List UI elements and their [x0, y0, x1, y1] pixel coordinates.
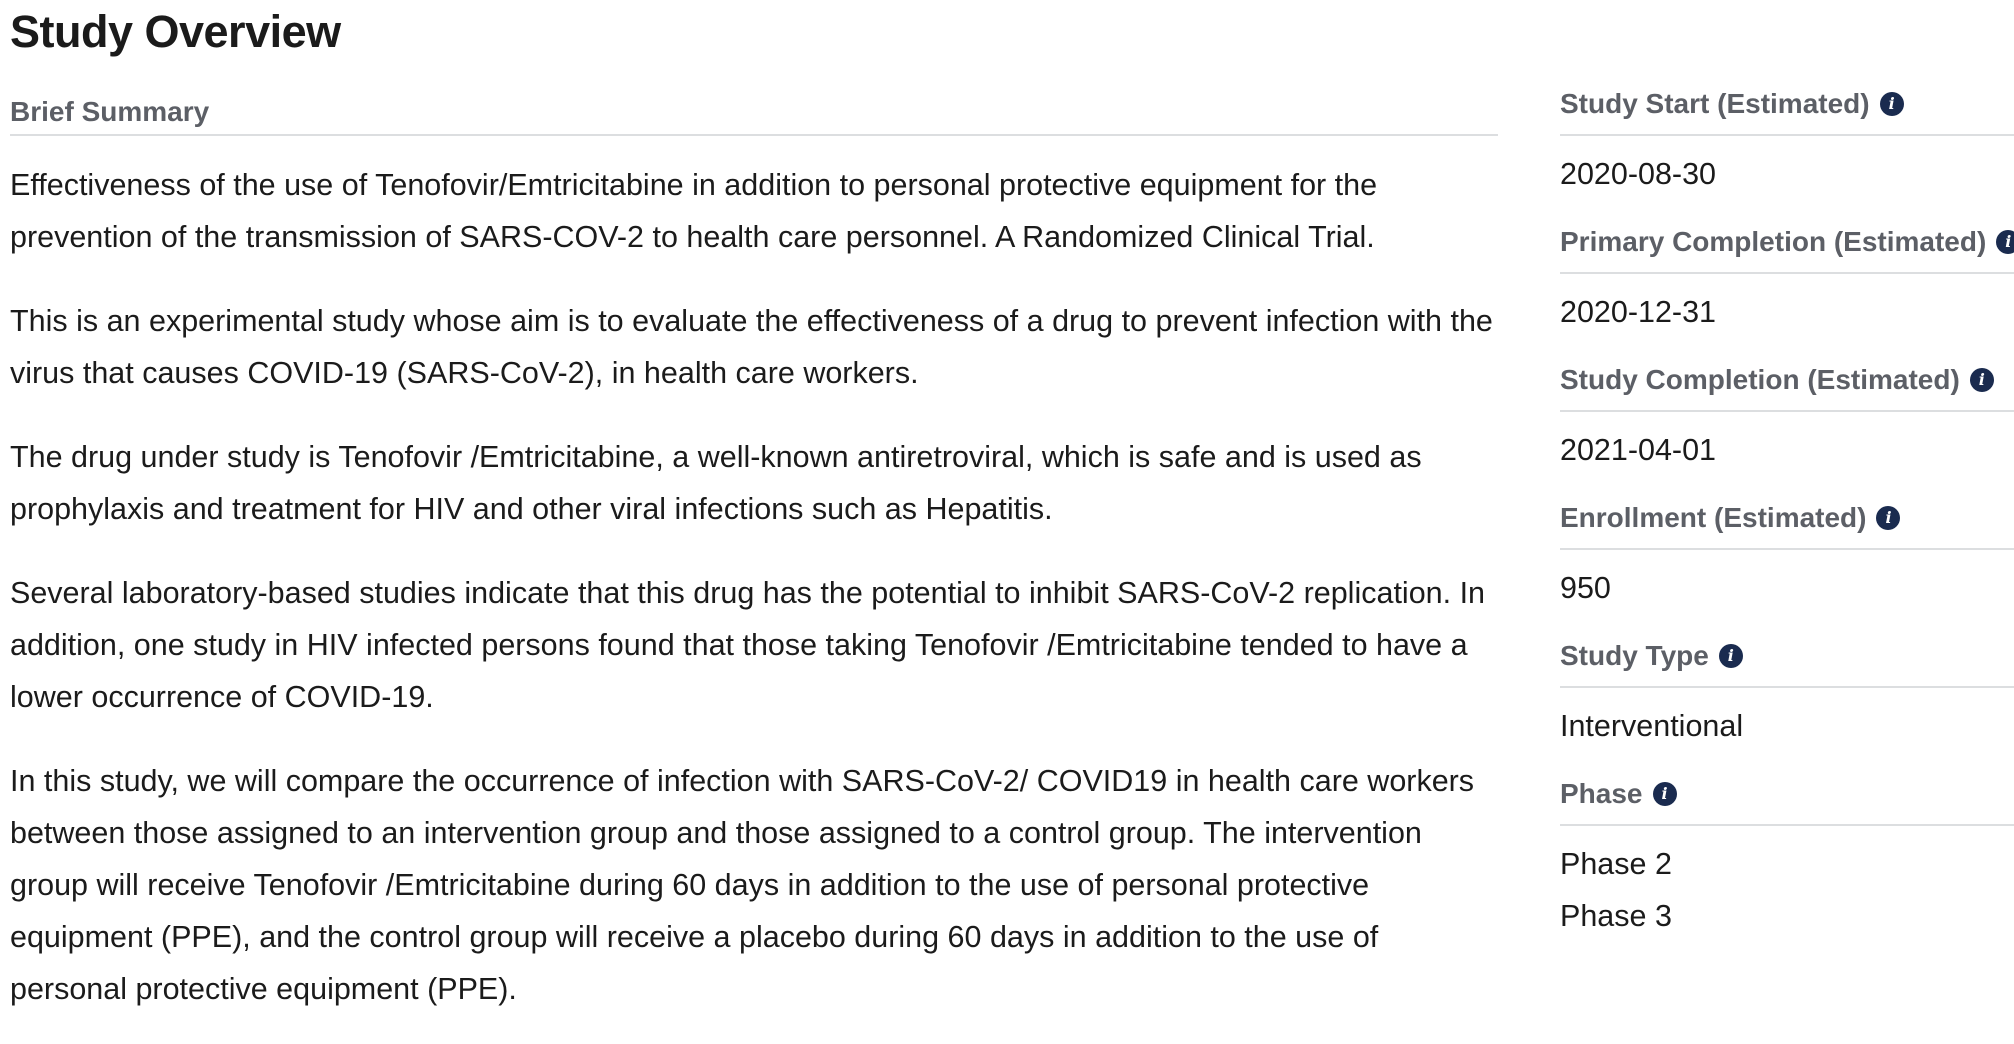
study-start-value: 2020-08-30	[1560, 157, 1717, 191]
enrollment-label-text: Enrollment (Estimated)	[1560, 502, 1867, 533]
enrollment-item	[1560, 498, 2014, 636]
study-start-label	[1560, 84, 2014, 136]
info-icon[interactable]: i	[1876, 506, 1900, 530]
info-icon[interactable]: i	[1996, 230, 2014, 254]
phase-values	[1560, 826, 2014, 964]
study-start-label-text: Study Start (Estimated)	[1560, 88, 1870, 119]
phase-label	[1560, 774, 2014, 826]
primary-completion-value: 2020-12-31	[1560, 295, 1717, 329]
summary-paragraph: The drug under study is Tenofovir /Emtricitabine, a well-known antiretroviral, which is safe and is used as prophylaxis and treatment for HIV and other viral infections such as Hepatitis.	[10, 440, 1422, 526]
summary-paragraph: This is an experimental study whose aim is to evaluate the effectiveness of a drug to prevent infection with the virus that causes COVID-19 (SARS-CoV-2), in health care workers.	[10, 304, 1493, 390]
enrollment-label	[1560, 498, 2014, 550]
primary-completion-label-text: Primary Completion (Estimated)	[1560, 226, 1987, 257]
primary-completion-item	[1560, 222, 2014, 360]
phase-label-text: Phase	[1560, 778, 1643, 809]
study-type-label	[1560, 636, 2014, 688]
study-completion-value: 2021-04-01	[1560, 433, 1717, 467]
study-type-value: Interventional	[1560, 709, 1744, 743]
brief-summary-section	[10, 92, 1498, 1015]
phase-item	[1560, 774, 2014, 964]
info-icon[interactable]: i	[1970, 368, 1994, 392]
enrollment-value: 950	[1560, 571, 1611, 605]
phase-value: Phase 3	[1560, 899, 1672, 933]
study-completion-label	[1560, 360, 2014, 412]
summary-paragraph: Several laboratory-based studies indicate that this drug has the potential to inhibit SARS-CoV-2 replication. In addition, one study in HIV infected persons found that those taking Tenofovir /Emtricitabine tended to have a lower occurrence of COVID-19.	[10, 576, 1486, 714]
study-completion-label-text: Study Completion (Estimated)	[1560, 364, 1960, 395]
summary-paragraph: Effectiveness of the use of Tenofovir/Emtricitabine in addition to personal protective equipment for the prevention of the transmission of SARS-COV-2 to health care personnel. A Randomized Clinical Trial.	[10, 168, 1378, 254]
brief-summary-header: Brief Summary	[10, 92, 1498, 136]
study-start-item	[1560, 84, 2014, 222]
summary-paragraph: In this study, we will compare the occurrence of infection with SARS-CoV-2/ COVID19 in health care workers between those assigned to an intervention group and those assigned to a control group. The intervention group will receive Tenofovir /Emtricitabine during 60 days in addition to the use of personal protective equipment (PPE), and the control group will receive a placebo during 60 days in addition to the use of personal protective equipment (PPE).	[10, 764, 1475, 1006]
info-icon[interactable]: i	[1880, 92, 1904, 116]
study-completion-item	[1560, 360, 2014, 498]
info-icon[interactable]: i	[1719, 644, 1743, 668]
study-details-sidebar	[1560, 84, 2014, 964]
page-title: Study Overview	[10, 6, 341, 57]
phase-value: Phase 2	[1560, 847, 1672, 881]
study-type-label-text: Study Type	[1560, 640, 1709, 671]
primary-completion-label	[1560, 222, 2014, 274]
info-icon[interactable]: i	[1653, 782, 1677, 806]
study-type-item	[1560, 636, 2014, 774]
